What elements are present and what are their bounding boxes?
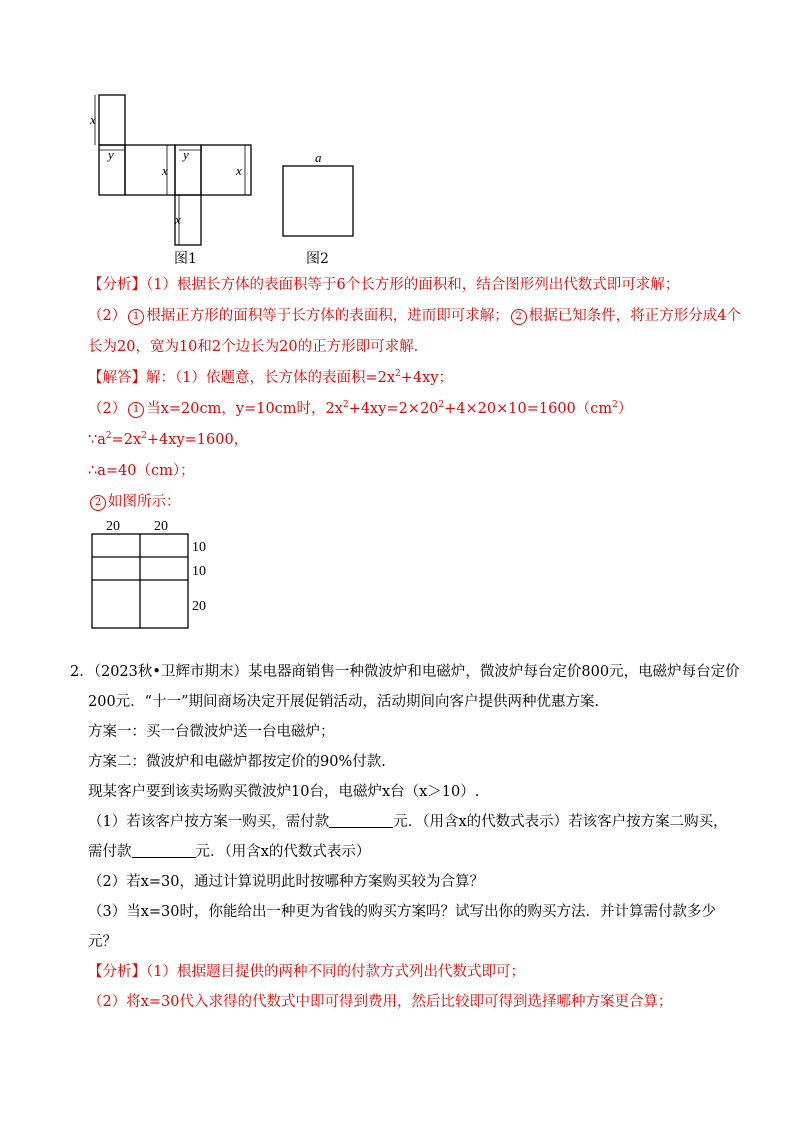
- q2-sub1-line2: 需付款 元．（用含x的代数式表示）: [88, 844, 371, 860]
- circled-1b: 1: [128, 402, 144, 418]
- circled-1: 1: [128, 309, 144, 325]
- q2-number: 2．: [70, 664, 94, 680]
- q1-therefore-line: ∴a=40（cm）；: [88, 463, 195, 479]
- q2-sub1-line1: （1）若该客户按方案一购买，需付款 元．（用含x的代数式表示）若该客户按方案二购买，: [88, 814, 728, 830]
- q1-analysis-line2: （2） 1 根据正方形的面积等于长方体的表面积，进而即可求解； 2 根据已知条件，将正方形分成4个: [88, 308, 741, 324]
- fig3-right-label-3: 20: [192, 599, 206, 614]
- fig1-dim-x-left: x: [90, 112, 96, 127]
- q2-analysis-line1: 【分析】（1）根据题目提供的两种不同的付款方式列出代数式即可；: [88, 964, 525, 980]
- q2-analysis-line2: （2）将x=30代入求得的代数式中即可得到费用，然后比较即可得到选择哪种方案更合算；: [88, 994, 673, 1010]
- fig2-side-label: a: [315, 150, 322, 165]
- fig1-dim-x-mid: x: [162, 163, 168, 178]
- q1-analysis-line3: 长为20，宽为10和2个边长为20的正方形即可求解.: [88, 339, 419, 355]
- fig1-dim-x-right: x: [236, 163, 242, 178]
- circled-2b: 2: [90, 495, 106, 511]
- fig3-top-label-2: 20: [154, 519, 168, 534]
- figure-1-label: 图1: [174, 251, 197, 267]
- fig1-dim-y-left: y: [108, 147, 114, 162]
- q1-because-line: $\because a^2=2x^2+4xy=1600$，: [88, 431, 249, 448]
- q2-plan2: 方案二：微波炉和电磁炉都按定价的90%付款.: [88, 754, 386, 770]
- q2-sub3-line2: 元？: [88, 934, 117, 950]
- q1-answer-line2: （2） 1 当x=20cm，y=10cm时，$2x^2+4xy=2\times 20^2+4\times 20\times 10=1600(cm^2)$: [88, 400, 633, 417]
- fig1-dim-x-bottom: x: [175, 212, 181, 227]
- fig3-right-label-2: 10: [192, 564, 206, 579]
- q1-analysis-line1: 【分析】（1）根据长方体的表面积等于6个长方形的面积和，结合图形列出代数式即可求解；: [88, 277, 680, 293]
- fig1-dim-y-mid: y: [183, 147, 189, 162]
- q2-sub2: （2）若x=30，通过计算说明此时按哪种方案购买较为合算？: [88, 874, 485, 890]
- figure-2-square: [280, 150, 370, 240]
- q2-line5: 现某客户要到该卖场购买微波炉10台，电磁炉x台（x＞10）.: [88, 784, 480, 800]
- q2-line2: 200元．“十一”期间商场决定开展促销活动，活动期间向客户提供两种优惠方案.: [88, 694, 600, 710]
- q2-plan1: 方案一：买一台微波炉送一台电磁炉；: [88, 724, 335, 740]
- q1-as-shown-line: 2 如图所示：: [88, 492, 181, 512]
- circled-2: 2: [511, 309, 527, 325]
- fig3-right-label-1: 10: [192, 540, 206, 555]
- figure-2-label: 图2: [306, 251, 329, 267]
- q2-line1: 2．（2023秋•卫辉市期末）某电器商销售一种微波炉和电磁炉，微波炉每台定价800元，电磁炉每台定价: [70, 664, 740, 680]
- answer-blank-1[interactable]: [329, 813, 393, 828]
- figure-3-divided-square: [88, 516, 228, 636]
- q2-sub3-line1: （3）当x=30时，你能给出一种更为省钱的购买方案吗？试写出你的购买方法．并计算需付款多少: [88, 904, 716, 920]
- answer-blank-2[interactable]: [132, 843, 196, 858]
- q1-answer-line1: 【解答】解：（1）依题意，长方体的表面积$=2x^2+4xy$；: [88, 369, 454, 386]
- fig3-top-label-1: 20: [106, 519, 120, 534]
